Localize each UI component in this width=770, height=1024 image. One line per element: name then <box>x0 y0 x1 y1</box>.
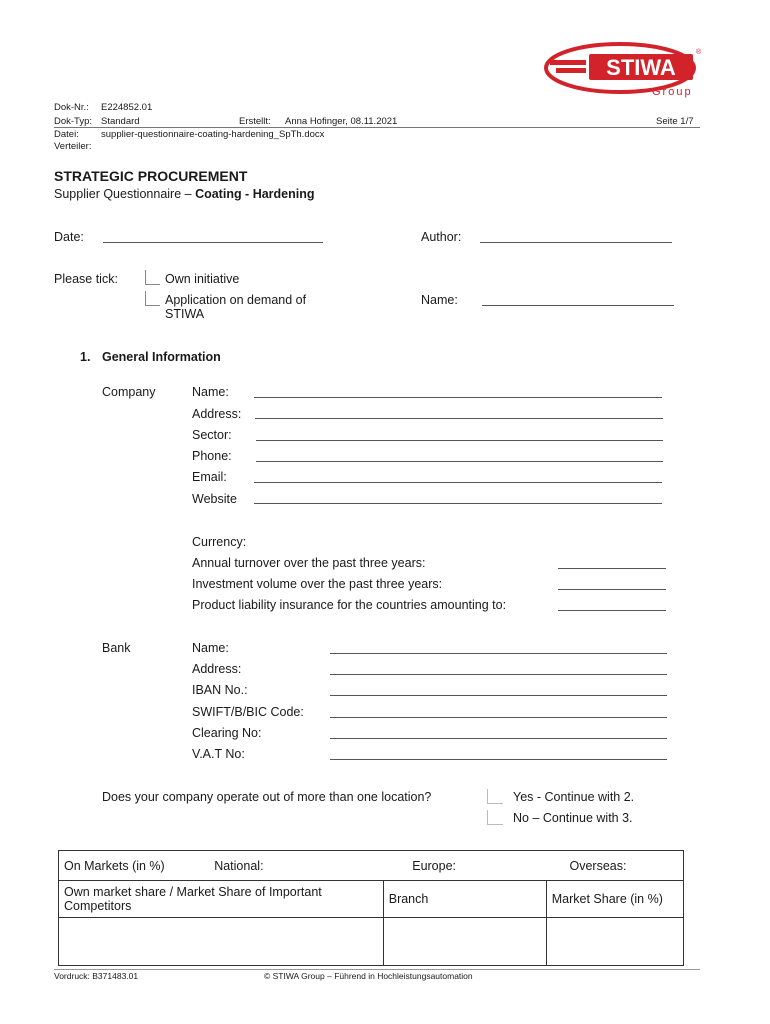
clearing-field[interactable] <box>330 738 667 739</box>
vat-label: V.A.T No: <box>192 747 245 761</box>
vat-field[interactable] <box>330 759 667 760</box>
no-option-label: No – Continue with 3. <box>513 811 633 825</box>
company-email-label: Email: <box>192 470 227 484</box>
swift-label: SWIFT/B/BIC Code: <box>192 705 304 719</box>
company-name-field[interactable] <box>254 397 662 398</box>
company-address-label: Address: <box>192 407 242 421</box>
europe-label: Europe: <box>412 859 457 873</box>
footer-divider <box>54 969 700 970</box>
iban-field[interactable] <box>330 695 667 696</box>
author-label: Author: <box>421 230 462 244</box>
datei-value: supplier-questionnaire-coating-hardening_SpTh.docx <box>101 129 325 140</box>
name-field[interactable] <box>482 305 674 306</box>
section-number: 1. <box>80 350 91 364</box>
bank-address-label: Address: <box>192 662 242 676</box>
page-number: Seite 1/7 <box>656 116 694 127</box>
name-label: Name: <box>421 293 458 307</box>
own-initiative-label: Own initiative <box>165 272 240 286</box>
company-address-field[interactable] <box>255 418 663 419</box>
company-website-label: Website <box>192 492 237 506</box>
company-sector-field[interactable] <box>256 440 663 441</box>
own-market-share-cell: Own market share / Market Share of Important Competitors <box>59 881 384 918</box>
subtitle: Supplier Questionnaire – Coating - Hardening <box>54 187 315 201</box>
investment-label: Investment volume over the past three years: <box>192 577 443 591</box>
insurance-field[interactable] <box>558 610 666 611</box>
market-share-cell: Market Share (in %) <box>546 881 683 918</box>
application-checkbox[interactable] <box>145 291 160 306</box>
turnover-field[interactable] <box>558 568 666 569</box>
own-initiative-checkbox[interactable] <box>145 270 160 285</box>
stiwa-logo <box>540 40 700 100</box>
doktyp-label: Dok-Typ: <box>54 116 93 127</box>
markets-table <box>58 850 684 966</box>
no-checkbox[interactable] <box>487 810 503 825</box>
bank-name-field[interactable] <box>330 653 667 654</box>
svg-text:®: ® <box>696 49 702 56</box>
company-email-field[interactable] <box>254 482 662 483</box>
doknr-value: E224852.01 <box>101 102 153 113</box>
doknr-label: Dok-Nr.: <box>54 102 89 113</box>
erstellt-label: Erstellt: <box>239 116 271 127</box>
yes-checkbox[interactable] <box>487 789 503 804</box>
insurance-label: Product liability insurance for the countries amounting to: <box>192 598 507 612</box>
footer-left: Vordruck: B371483.01 <box>54 971 139 981</box>
company-label: Company <box>102 385 156 399</box>
iban-label: IBAN No.: <box>192 683 248 697</box>
swift-field[interactable] <box>330 717 667 718</box>
date-label: Date: <box>54 230 84 244</box>
application-label-2: STIWA <box>165 307 205 321</box>
footer-center: © STIWA Group – Führend in Hochleistungsautomation <box>264 971 473 981</box>
bank-name-label: Name: <box>192 641 229 655</box>
markets-row1-right <box>383 851 683 881</box>
overseas-label: Overseas: <box>569 859 627 873</box>
section-heading: General Information <box>102 350 221 364</box>
company-phone-field[interactable] <box>256 461 663 462</box>
company-name-label: Name: <box>192 385 229 399</box>
verteiler-label: Verteiler: <box>54 141 92 152</box>
location-question: Does your company operate out of more than one location? <box>102 790 432 804</box>
currency-label: Currency: <box>192 535 247 549</box>
markets-row1 <box>59 851 384 881</box>
empty-cell-2[interactable] <box>383 918 546 966</box>
author-field[interactable] <box>480 242 672 243</box>
date-field[interactable] <box>103 242 323 243</box>
investment-field[interactable] <box>558 589 666 590</box>
datei-label: Datei: <box>54 129 79 140</box>
company-website-field[interactable] <box>254 503 662 504</box>
header-divider <box>54 127 700 128</box>
clearing-label: Clearing No: <box>192 726 262 740</box>
empty-cell-3[interactable] <box>546 918 683 966</box>
page-title: STRATEGIC PROCUREMENT <box>54 168 248 184</box>
application-label-1: Application on demand of <box>165 293 307 307</box>
company-sector-label: Sector: <box>192 428 232 442</box>
doktyp-value: Standard <box>101 116 140 127</box>
logo-sub-text: Group <box>652 86 693 98</box>
turnover-label: Annual turnover over the past three years: <box>192 556 426 570</box>
bank-address-field[interactable] <box>330 674 667 675</box>
erstellt-value: Anna Hofinger, 08.11.2021 <box>285 116 398 127</box>
company-phone-label: Phone: <box>192 449 232 463</box>
empty-cell-1[interactable] <box>59 918 384 966</box>
yes-option-label: Yes - Continue with 2. <box>513 790 635 804</box>
bank-label: Bank <box>102 641 131 655</box>
markets-label: On Markets (in %) <box>64 859 165 873</box>
branch-cell: Branch <box>383 881 546 918</box>
logo-brand-text: STIWA <box>606 55 676 80</box>
national-label: National: <box>214 859 264 873</box>
please-tick-label: Please tick: <box>54 272 118 286</box>
